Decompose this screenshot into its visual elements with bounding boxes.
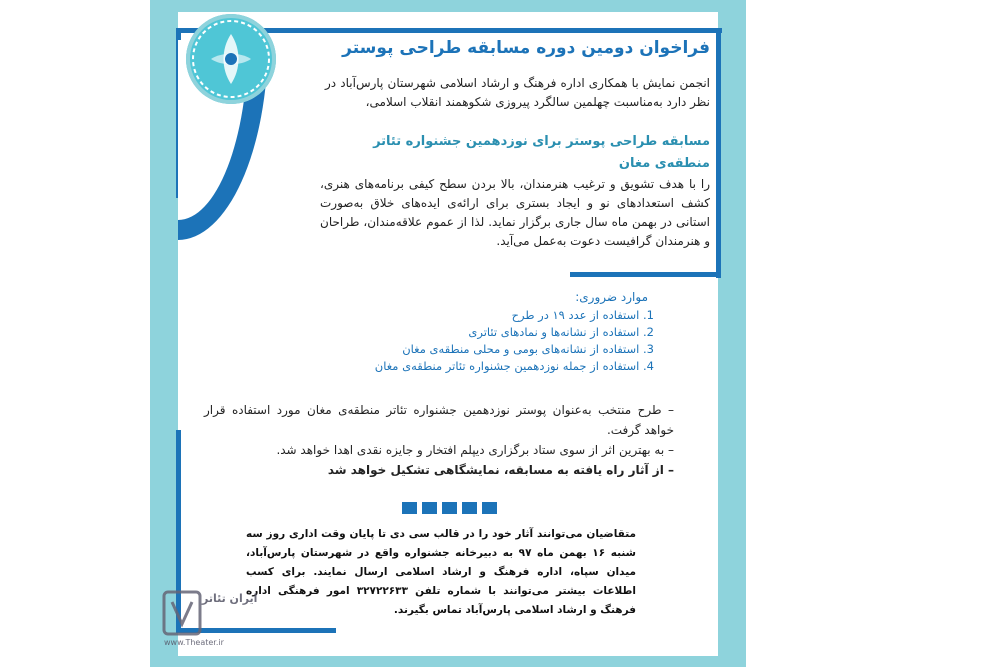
divider-square [442,502,457,514]
note-item: – طرح منتخب به‌عنوان پوستر نوزدهمین جشنواره تئاتر منطقه‌ی مغان مورد استفاده قرار خواهد گرفت. [204,403,674,437]
ornament-logo-icon [186,14,276,104]
watermark-logo [162,590,272,650]
poster [150,0,746,667]
poster-title: فراخوان دومین دوره مسابقه طراحی پوستر [342,38,710,58]
requirements-heading: موارد ضروری: [575,290,648,304]
divider-square [482,502,497,514]
requirement-item: 2. استفاده از نشانه‌ها و نمادهای تئاتری [468,325,654,339]
divider-square [422,502,437,514]
frame-line-right [716,28,721,278]
theater-logo-icon [162,590,202,636]
intro-paragraph: انجمن نمایش با همکاری اداره فرهنگ و ارشاد اسلامی شهرستان پارس‌آباد در نظر دارد به‌مناسبت چهلمین سالگرد پیروزی شکوهمند انقلاب اسلامی، [325,76,710,109]
divider-square [402,502,417,514]
notes-block [204,400,674,480]
festival-heading: مسابقه طراحی پوستر برای نوزدهمین جشنواره تئاتر منطقه‌ی مغان [373,134,710,171]
contact-paragraph: متقاضیان می‌توانند آثار خود را در قالب سی دی تا پایان وقت اداری روز سه شنبه ۱۶ بهمن ماه ۹۷ به دبیرخانه جشنواره واقع در شهرستان پارس‌آباد، میدان سپاه، اداره فرهنگ و ارشاد اسلامی ارسال نمایند. برای کسب اطلاعات بیشتر می‌توانند با شماره تلفن ۳۲۷۲۲۶۳۳ امور فرهنگی اداره فرهنگ و ارشاد اسلامی پارس‌آباد تماس بگیرند. [246,528,636,616]
watermark-name: ایران تئاتر [202,592,258,605]
frame-line-right-bottom [570,272,721,277]
requirement-item: 3. استفاده از نشانه‌های بومی و محلی منطقه‌ی مغان [402,342,654,356]
requirement-item: 4. استفاده از جمله نوزدهمین جشنواره تئاتر منطقه‌ی مغان [374,359,654,373]
note-item-bold: – از آثار راه یافته به مسابقه، نمایشگاهی تشکیل خواهد شد [327,463,674,477]
requirement-item: 1. استفاده از عدد ۱۹ در طرح [511,308,654,322]
divider-square [462,502,477,514]
note-item: – به بهترین اثر از سوی ستاد برگزاری دیپلم افتخار و جایزه نقدی اهدا خواهد شد. [276,443,674,457]
watermark-url: www.Theater.ir [164,638,224,647]
festival-description: را با هدف تشویق و ترغیب هنرمندان، بالا بردن سطح کیفی برنامه‌های هنری، کشف استعدادهای نو و ایجاد بستری برای ارائه‌ی ایده‌های خلاق به‌صورت استانی در بهمن ماه سال جاری برگزار نماید. لذا از عموم علاقه‌مندان، طراحان و هنرمندان گرافیست دعوت به‌عمل می‌آید. [320,177,710,248]
